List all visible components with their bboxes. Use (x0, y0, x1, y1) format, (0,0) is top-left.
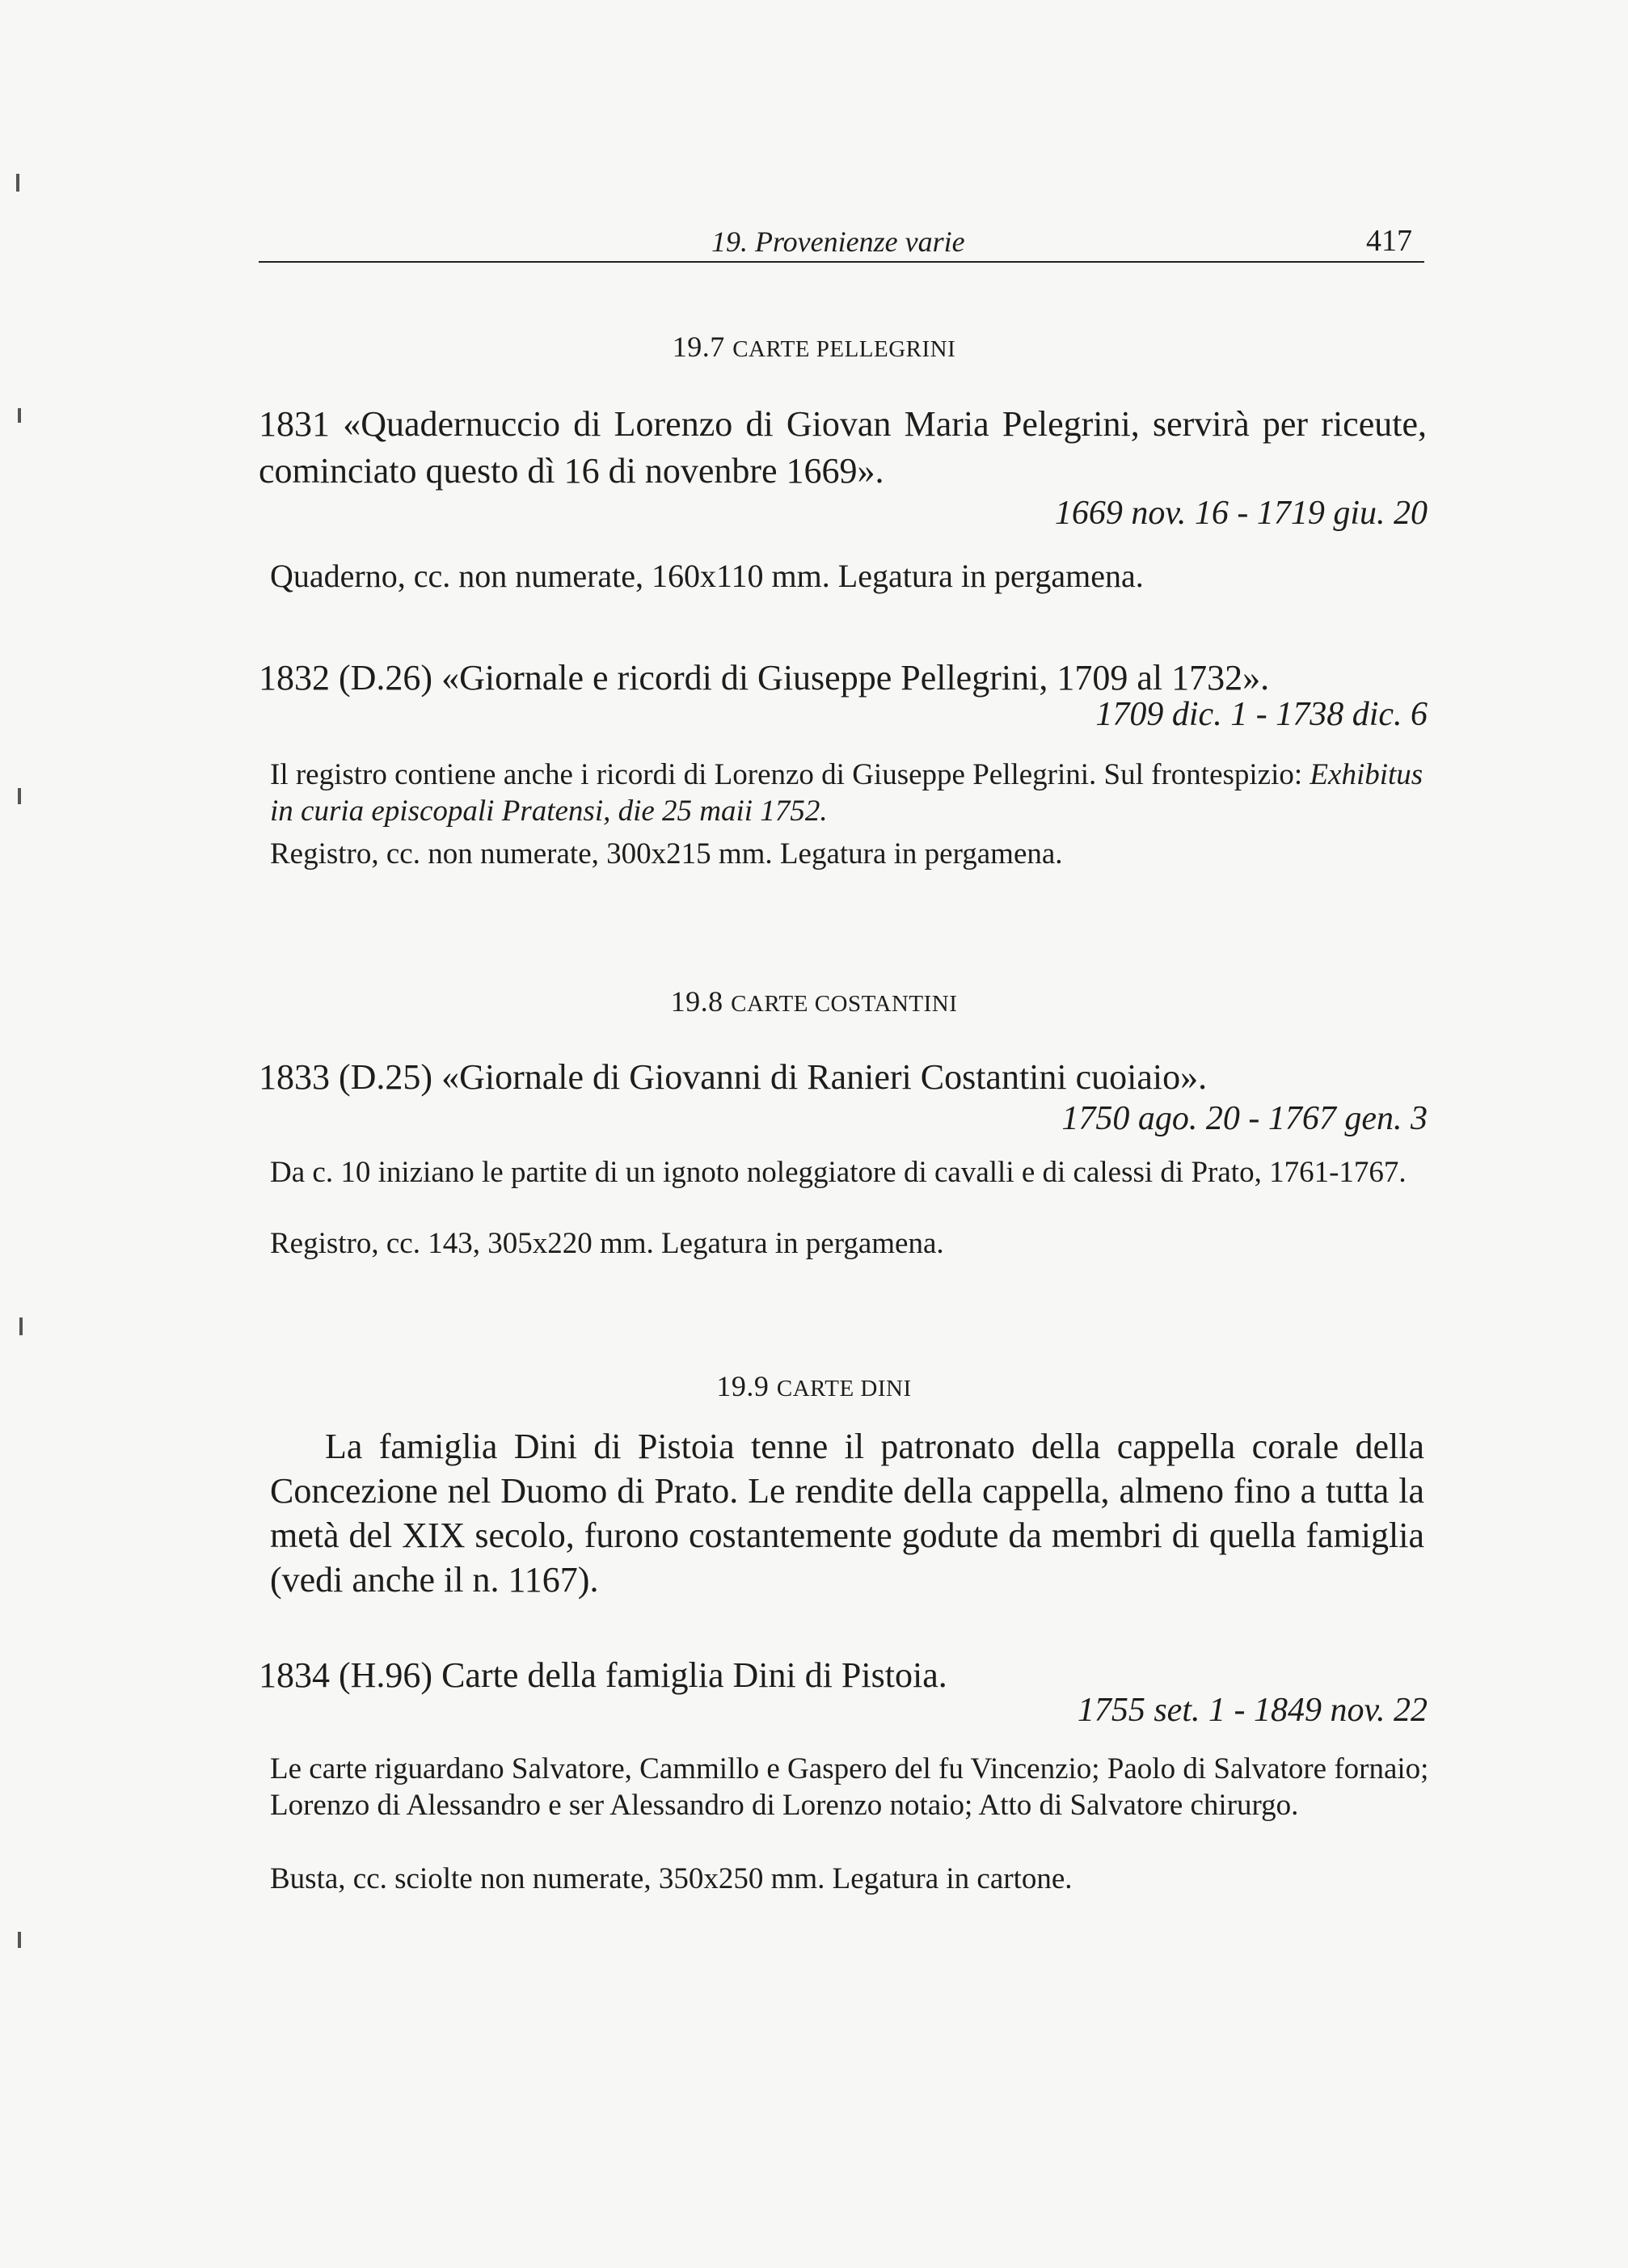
section-number: 19.9 (716, 1370, 770, 1402)
entry-1832-physical: Registro, cc. non numerate, 300x215 mm. Legatura in pergamena. (270, 837, 1063, 871)
entry-1833-physical: Registro, cc. 143, 305x220 mm. Legatura in pergamena. (270, 1227, 944, 1260)
entry-1832-description (270, 757, 1434, 829)
entry-1832-description-text: Il registro contiene anche i ricordi di Lorenzo di Giuseppe Pellegrini. Sul frontespizio: (270, 758, 1310, 791)
binding-mark (18, 1932, 21, 1948)
entry-1832-date: 1709 dic. 1 - 1738 dic. 6 (1095, 696, 1428, 733)
entry-1832-inscription: Exhibitus in curia episcopali Pratensi, die 25 maii 1752. (270, 758, 1423, 828)
entry-1834-title: 1834 (H.96) Carte della famiglia Dini di Pistoia. (259, 1655, 947, 1695)
binding-mark (18, 408, 21, 423)
entry-1834-physical: Busta, cc. sciolte non numerate, 350x250 mm. Legatura in cartone. (270, 1862, 1073, 1895)
section-heading-19-7 (0, 330, 1628, 364)
section-name: CARTE PELLEGRINI (732, 336, 956, 362)
section-name: CARTE DINI (776, 1376, 912, 1402)
entry-1833-title: 1833 (D.25) «Giornale di Giovanni di Ranieri Costantini cuoiaio». (259, 1057, 1208, 1097)
binding-mark (16, 174, 19, 192)
entry-1833-description: Da c. 10 iniziano le partite di un ignoto noleggiatore di cavalli e di calessi di Prato, 1761-1767. (270, 1156, 1407, 1189)
page-number: 417 (1366, 224, 1412, 258)
entry-1834-description: Le carte riguardano Salvatore, Cammillo e Gaspero del fu Vincenzio; Paolo di Salvatore fornaio; Lorenzo di Alessandro e ser Alessandro di Lorenzo notaio; Atto di Salvatore chirurgo. (270, 1752, 1429, 1822)
binding-mark (18, 788, 21, 804)
entry-1831-description: Quaderno, cc. non numerate, 160x110 mm. Legatura in pergamena. (270, 558, 1144, 594)
entry-1831-date: 1669 nov. 16 - 1719 giu. 20 (1054, 495, 1428, 532)
entry-1831-title: 1831 «Quadernuccio di Lorenzo di Giovan Maria Pelegrini, servirà per riceute, cominciato questo dì 16 di novenbre 1669». (259, 404, 1427, 491)
header-rule (259, 261, 1424, 263)
entry-1833-date: 1750 ago. 20 - 1767 gen. 3 (1061, 1100, 1428, 1137)
section-intro-text: La famiglia Dini di Pistoia tenne il patronato della cappella corale della Concezione nel Duomo di Prato. Le rendite della cappella, almeno fino a tutta la metà del XIX secolo, furono costantemente godute da membri di quella famiglia (vedi anche il n. 1167). (270, 1427, 1424, 1600)
binding-mark (19, 1317, 23, 1335)
section-name: CARTE COSTANTINI (731, 991, 958, 1017)
entry-1834-date: 1755 set. 1 - 1849 nov. 22 (1077, 1692, 1428, 1729)
section-heading-19-8 (0, 984, 1628, 1018)
section-number: 19.8 (670, 985, 723, 1018)
section-number: 19.7 (672, 331, 725, 363)
entry-1832-title: 1832 (D.26) «Giornale e ricordi di Giuseppe Pellegrini, 1709 al 1732». (259, 658, 1270, 698)
running-header-title: 19. Provenienze varie (711, 226, 965, 258)
section-heading-19-9 (0, 1369, 1628, 1403)
section-intro-dini (270, 1424, 1424, 1602)
